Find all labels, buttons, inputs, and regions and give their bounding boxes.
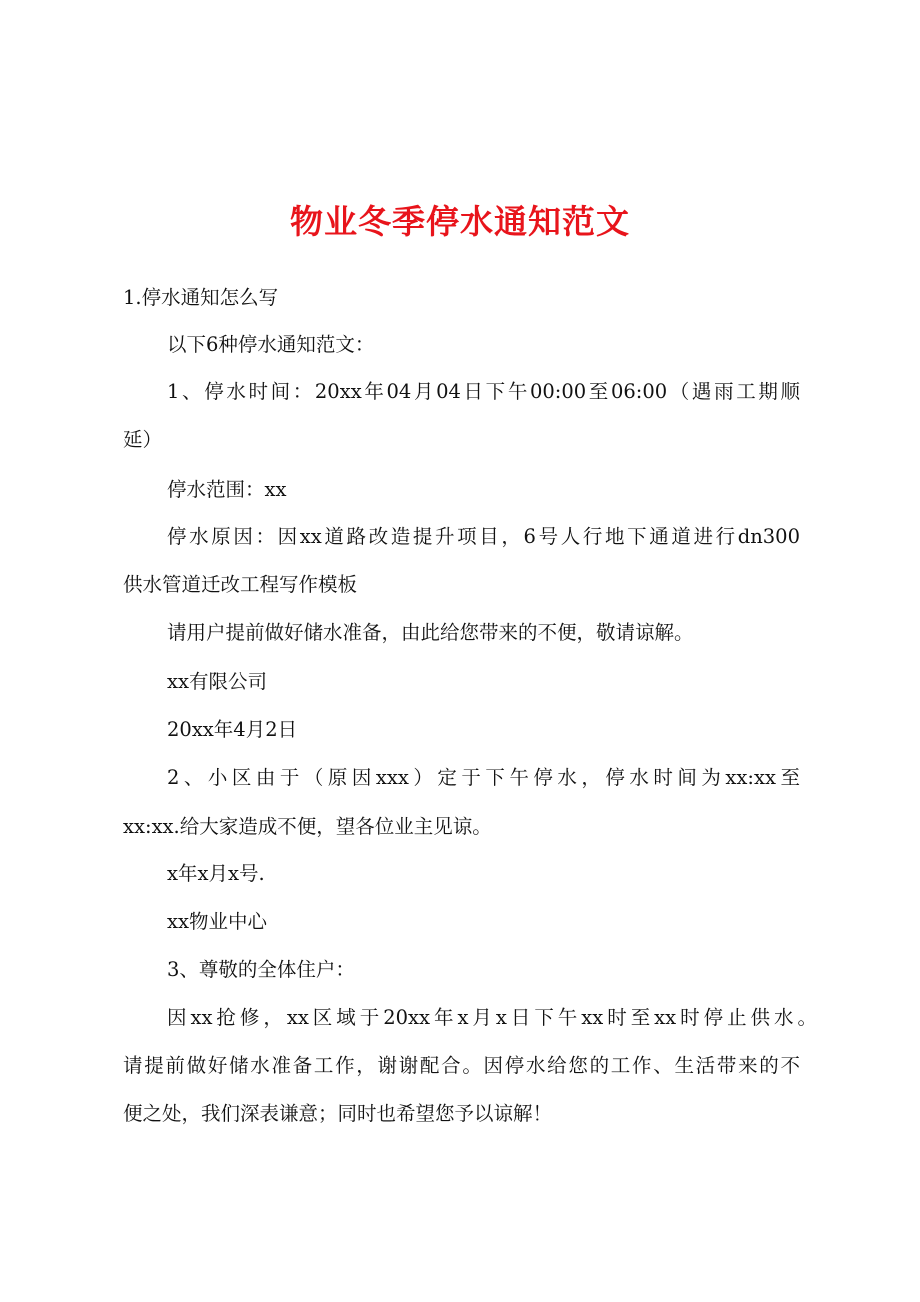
paragraph-line: 以下6种停水通知范文： [167,333,375,356]
paragraph-line: 便之处，我们深表谦意；同时也希望您予以谅解！ [123,1102,553,1125]
paragraph-line: 停水原因：因xx道路改造提升项目，6号人行地下通道进行dn300 [167,525,800,548]
paragraph-line: 20xx年4月2日 [167,718,298,741]
paragraph-line: xx:xx.给大家造成不便，望各位业主见谅。 [123,815,492,838]
paragraph-line: 1、停水时间：20xx年04月04日下午00:00至06:00（遇雨工期顺 [167,380,800,403]
paragraph-line: 请提前做好储水准备工作，谢谢配合。因停水给您的工作、生活带来的不 [123,1054,800,1077]
paragraph-line: 延） [123,428,163,451]
paragraph-line: 3、尊敬的全体住户： [167,958,355,981]
paragraph-line: x年x月x号. [167,862,265,885]
paragraph-line: xx有限公司 [167,670,267,693]
paragraph-line: 因xx抢修，xx区域于20xx年x月x日下午xx时至xx时停止供水。 [167,1006,817,1029]
paragraph-line: xx物业中心 [167,910,267,933]
paragraph-line: 停水范围：xx [167,478,287,501]
paragraph-line: 供水管道迁改工程写作模板 [123,573,358,596]
section-heading: 1.停水通知怎么写 [123,286,279,309]
document-title: 物业冬季停水通知范文 [290,202,630,241]
paragraph-line: 2、小区由于（原因xxx）定于下午停水，停水时间为xx:xx至 [167,766,800,789]
paragraph-line: 请用户提前做好储水准备，由此给您带来的不便，敬请谅解。 [167,621,694,644]
